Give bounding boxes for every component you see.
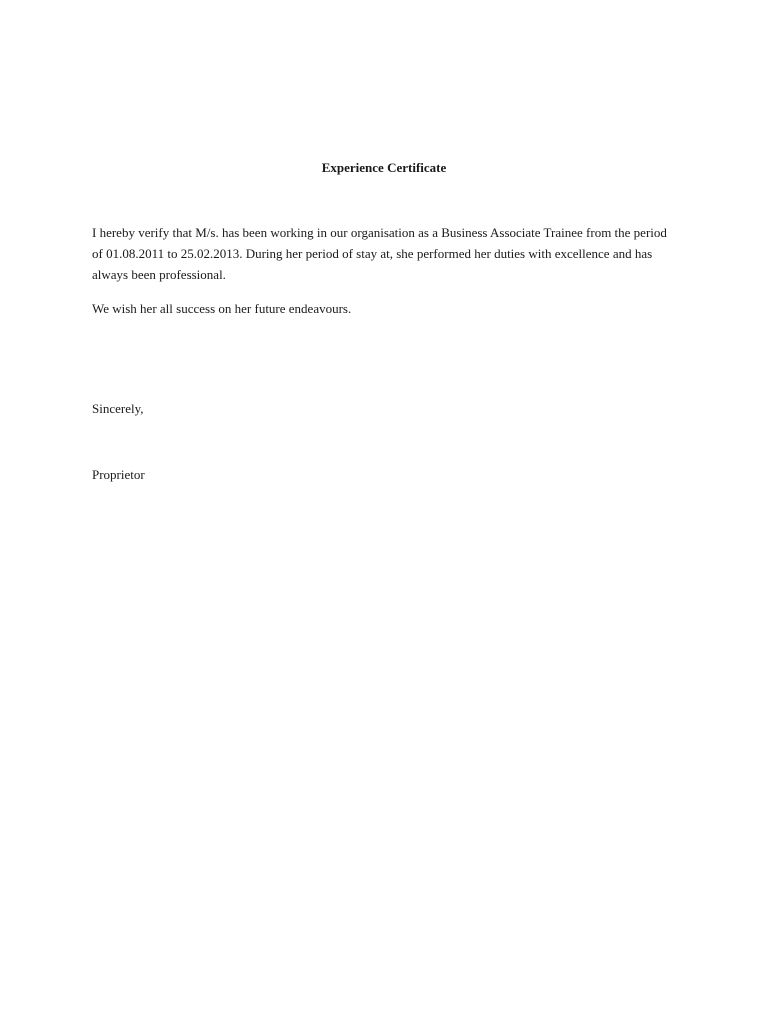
signature-title: Proprietor xyxy=(92,467,145,482)
body-paragraph-1 xyxy=(92,222,682,285)
paragraph-line: always been professional. xyxy=(92,267,226,282)
paragraph-line: of 01.08.2011 to 25.02.2013. During her period of stay at, she performed her duties with excellence and has xyxy=(92,246,653,261)
closing-salutation: Sincerely, xyxy=(92,401,144,416)
document-title: Experience Certificate xyxy=(321,160,447,175)
paragraph-line: I hereby verify that M/s. has been working in our organisation as a Business Associate Trainee from the period xyxy=(92,225,667,240)
body-paragraph-2: We wish her all success on her future endeavours. xyxy=(92,301,352,316)
